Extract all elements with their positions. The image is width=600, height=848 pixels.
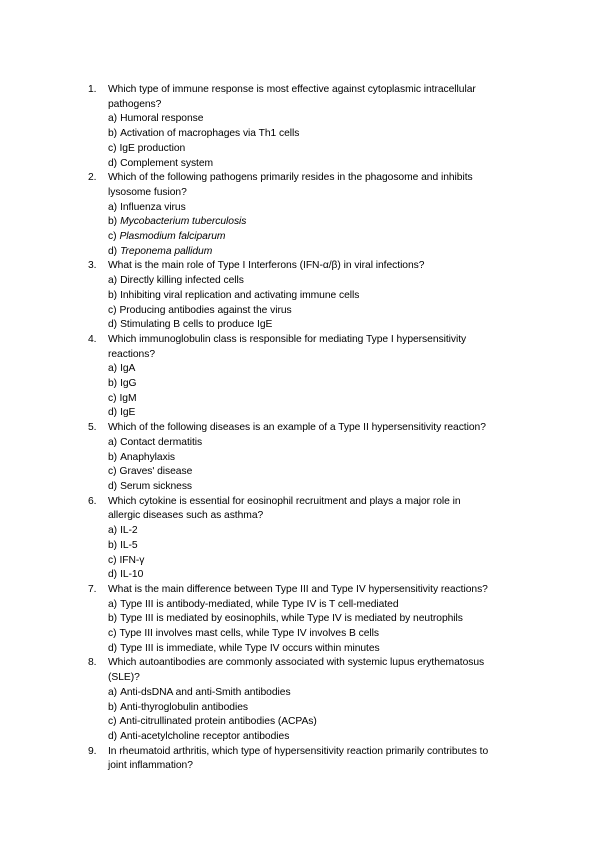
answer-option [108, 215, 538, 230]
option-letter: d) [108, 407, 118, 419]
option-text: Humoral response [120, 113, 204, 125]
answer-option [108, 289, 538, 304]
option-text: Anti-acetylcholine receptor antibodies [120, 730, 290, 742]
question-item [88, 259, 538, 333]
option-letter: d) [108, 569, 118, 581]
answer-options [108, 524, 538, 583]
option-letter: b) [108, 701, 118, 713]
answer-option [108, 377, 538, 392]
option-text: Activation of macrophages via Th1 cells [120, 128, 300, 140]
option-text: Treponema pallidum [120, 245, 213, 257]
answer-option [108, 465, 538, 480]
option-letter: d) [108, 642, 118, 654]
answer-option [108, 524, 538, 539]
question-number: 5. [88, 422, 97, 434]
question-item [88, 421, 538, 495]
option-letter: c) [108, 716, 117, 728]
option-text: IgE [120, 407, 136, 419]
question-number: 9. [88, 745, 97, 757]
option-letter: b) [108, 451, 118, 463]
option-letter: d) [108, 480, 118, 492]
question-text: Which cytokine is essential for eosinophil recruitment and plays a major role in allergic diseases such as asthma? [108, 495, 461, 522]
answer-option [108, 362, 538, 377]
answer-option [108, 201, 538, 216]
option-text: Type III is mediated by eosinophils, while Type IV is mediated by neutrophils [120, 613, 463, 625]
option-letter: a) [108, 113, 118, 125]
option-letter: a) [108, 201, 118, 213]
option-text: Plasmodium falciparum [119, 231, 226, 243]
question-text: In rheumatoid arthritis, which type of hypersensitivity reaction primarily contributes to joint inflammation? [108, 745, 489, 772]
option-letter: c) [108, 304, 117, 316]
option-text: IgG [120, 378, 137, 390]
question-text: Which of the following pathogens primarily resides in the phagosome and inhibits lysosome fusion? [108, 172, 473, 198]
answer-option [108, 598, 538, 613]
question-list [88, 83, 538, 774]
answer-option [108, 480, 538, 495]
question-text: What is the main difference between Type III and Type IV hypersensitivity reactions? [108, 583, 488, 595]
option-text: Type III involves mast cells, while Type IV involves B cells [119, 628, 379, 640]
option-text: IFN-γ [119, 554, 145, 566]
question-number: 4. [88, 333, 97, 345]
question-item [88, 583, 538, 657]
option-text: Inhibiting viral replication and activating immune cells [120, 289, 360, 301]
option-text: Serum sickness [120, 480, 193, 492]
answer-options [108, 598, 538, 657]
option-text: Producing antibodies against the virus [119, 304, 292, 316]
answer-options [108, 686, 538, 745]
option-text: Influenza virus [120, 201, 186, 213]
answer-option [108, 539, 538, 554]
answer-option [108, 627, 538, 642]
answer-option [108, 392, 538, 407]
option-text: Directly killing infected cells [120, 275, 244, 287]
option-text: IL-5 [120, 539, 138, 551]
option-text: Anti-dsDNA and anti-Smith antibodies [120, 686, 291, 698]
question-item [88, 495, 538, 583]
answer-option [108, 715, 538, 730]
option-letter: b) [108, 539, 118, 551]
option-letter: c) [108, 466, 117, 478]
answer-option [108, 127, 538, 142]
option-letter: b) [108, 128, 118, 140]
option-text: IgM [119, 392, 137, 404]
option-text: IL-10 [120, 569, 144, 581]
option-letter: b) [108, 378, 118, 390]
question-number: 6. [88, 495, 97, 507]
question-item [88, 83, 538, 171]
answer-option [108, 730, 538, 745]
option-letter: a) [108, 363, 118, 375]
option-text: Anaphylaxis [120, 451, 176, 463]
answer-option [108, 157, 538, 172]
option-letter: c) [108, 628, 117, 640]
question-item [88, 171, 538, 259]
option-text: IL-2 [120, 525, 138, 537]
answer-option [108, 451, 538, 466]
answer-option [108, 701, 538, 716]
answer-option [108, 142, 538, 157]
option-text: Graves' disease [119, 466, 193, 478]
option-letter: c) [108, 554, 117, 566]
answer-option [108, 554, 538, 569]
option-text: Mycobacterium tuberculosis [120, 216, 247, 228]
answer-option [108, 642, 538, 657]
option-letter: b) [108, 289, 118, 301]
option-text: Anti-thyroglobulin antibodies [120, 701, 248, 713]
answer-option [108, 406, 538, 421]
question-number: 8. [88, 657, 97, 669]
question-number: 1. [88, 84, 97, 95]
option-text: Type III is antibody-mediated, while Type IV is T cell-mediated [120, 598, 399, 610]
answer-option [108, 318, 538, 333]
answer-option [108, 436, 538, 451]
option-letter: d) [108, 245, 118, 257]
option-letter: d) [108, 319, 118, 331]
answer-option [108, 112, 538, 127]
answer-options [108, 112, 538, 171]
option-letter: a) [108, 275, 118, 287]
answer-options [108, 274, 538, 333]
question-text: Which type of immune response is most effective against cytoplasmic intracellular pathogens? [108, 84, 476, 110]
question-text: Which immunoglobulin class is responsible for mediating Type I hypersensitivity reactions? [108, 333, 467, 360]
option-letter: c) [108, 142, 117, 154]
answer-option [108, 274, 538, 289]
option-text: Stimulating B cells to produce IgE [120, 319, 273, 331]
question-text: Which of the following diseases is an example of a Type II hypersensitivity reaction? [108, 422, 486, 434]
option-text: Contact dermatitis [120, 436, 203, 448]
answer-option [108, 568, 538, 583]
option-letter: a) [108, 686, 118, 698]
option-text: IgE production [119, 142, 186, 154]
option-letter: d) [108, 157, 118, 169]
option-letter: c) [108, 231, 117, 243]
question-number: 2. [88, 172, 97, 184]
answer-options [108, 201, 538, 260]
answer-option [108, 686, 538, 701]
question-item [88, 745, 538, 774]
option-letter: a) [108, 436, 118, 448]
question-item [88, 656, 538, 744]
option-letter: c) [108, 392, 117, 404]
question-text: What is the main role of Type I Interferons (IFN-α/β) in viral infections? [108, 260, 425, 272]
option-letter: a) [108, 598, 118, 610]
question-number: 3. [88, 260, 97, 272]
option-text: IgA [120, 363, 136, 375]
question-item [88, 333, 538, 421]
answer-option [108, 245, 538, 260]
option-text: Anti-citrullinated protein antibodies (ACPAs) [119, 716, 317, 728]
option-letter: a) [108, 525, 118, 537]
question-number: 7. [88, 583, 97, 595]
answer-option [108, 612, 538, 627]
option-text: Type III is immediate, while Type IV occurs within minutes [120, 642, 380, 654]
option-text: Complement system [120, 157, 214, 169]
answer-option [108, 304, 538, 319]
answer-options [108, 362, 538, 421]
option-letter: b) [108, 216, 118, 228]
answer-option [108, 230, 538, 245]
answer-options [108, 436, 538, 495]
option-letter: b) [108, 613, 118, 625]
option-letter: d) [108, 730, 118, 742]
question-text: Which autoantibodies are commonly associated with systemic lupus erythematosus (SLE)? [108, 657, 485, 684]
